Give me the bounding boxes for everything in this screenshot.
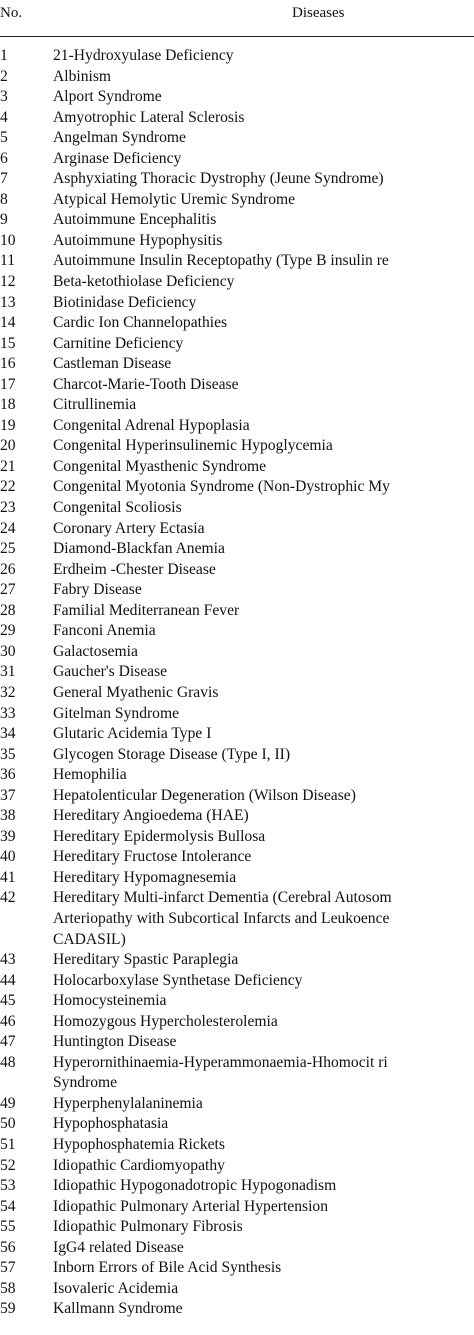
row-number: 46 [0, 1012, 16, 1030]
table-row [0, 806, 474, 827]
table-row [0, 313, 474, 334]
table-row [0, 375, 474, 396]
row-number: 48 [0, 1053, 16, 1071]
table-row [0, 1156, 474, 1177]
disease-name: Homocysteinemia [53, 992, 167, 1010]
table-row [0, 67, 474, 88]
table-row [0, 888, 474, 909]
table-row [0, 416, 474, 437]
table-row [0, 190, 474, 211]
table-row [0, 210, 474, 231]
disease-name: Charcot-Marie-Tooth Disease [53, 375, 239, 393]
table-row [0, 683, 474, 704]
disease-name: Congenital Myotonia Syndrome (Non-Dystrophic My [53, 478, 390, 496]
table-row [0, 601, 474, 622]
row-number: 18 [0, 396, 16, 414]
disease-name: IgG4 related Disease [53, 1238, 184, 1256]
table-row [0, 1032, 474, 1053]
row-number: 35 [0, 745, 16, 763]
row-number: 51 [0, 1135, 16, 1153]
table-row [0, 868, 474, 889]
row-number: 54 [0, 1197, 16, 1215]
disease-name: Beta-ketothiolase Deficiency [53, 273, 235, 291]
table-row [0, 950, 474, 971]
row-number: 55 [0, 1218, 16, 1236]
disease-name: Castleman Disease [53, 355, 172, 373]
table-row [0, 642, 474, 663]
row-number: 33 [0, 704, 16, 722]
row-number: 19 [0, 416, 16, 434]
row-number: 23 [0, 499, 16, 517]
row-number: 31 [0, 663, 16, 681]
disease-name: Angelman Syndrome [53, 129, 186, 147]
row-number: 10 [0, 231, 16, 249]
row-number: 1 [0, 47, 8, 64]
table-row [0, 1053, 474, 1074]
table-row [0, 786, 474, 807]
row-number: 7 [0, 170, 8, 188]
disease-name: Familial Mediterranean Fever [53, 601, 240, 619]
row-number: 39 [0, 827, 16, 845]
table-row [0, 827, 474, 848]
disease-name: Hereditary Angioedema (HAE) [53, 807, 249, 825]
disease-name: Amyotrophic Lateral Sclerosis [53, 108, 245, 126]
row-number: 15 [0, 334, 16, 352]
disease-name: Arginase Deficiency [53, 149, 182, 167]
table-row [0, 724, 474, 745]
disease-name: Homozygous Hypercholesterolemia [53, 1012, 278, 1030]
row-number: 58 [0, 1279, 16, 1297]
row-number: 20 [0, 437, 16, 455]
disease-name: CADASIL) [53, 930, 126, 948]
table-row [0, 46, 474, 67]
row-number: 32 [0, 683, 16, 701]
table-row [0, 745, 474, 766]
disease-name: Albinism [53, 67, 112, 85]
table-row [0, 519, 474, 540]
row-number: 26 [0, 560, 16, 578]
row-number: 6 [0, 149, 8, 167]
table-row [0, 1197, 474, 1218]
disease-name: Diamond-Blackfan Anemia [53, 540, 225, 558]
table-row [0, 971, 474, 992]
table-row [0, 87, 474, 108]
disease-name: Cardic Ion Channelopathies [53, 314, 228, 332]
disease-name: Autoimmune Encephalitis [53, 211, 217, 229]
table-row [0, 1176, 474, 1197]
disease-name: Syndrome [53, 1074, 118, 1092]
table-row [0, 909, 474, 930]
disease-name: Glutaric Acidemia Type I [53, 725, 212, 743]
table-row [0, 621, 474, 642]
disease-name: Idiopathic Pulmonary Arterial Hypertension [53, 1197, 328, 1215]
disease-name: Autoimmune Hypophysitis [53, 231, 223, 249]
table-row [0, 1238, 474, 1259]
disease-name: Congenital Scoliosis [53, 499, 182, 517]
row-number: 52 [0, 1156, 16, 1174]
table-row [0, 251, 474, 272]
row-number [0, 930, 53, 951]
table-row [0, 662, 474, 683]
disease-name: Hereditary Epidermolysis Bullosa [53, 827, 266, 845]
disease-name: Inborn Errors of Bile Acid Synthesis [53, 1259, 282, 1277]
table-row [0, 128, 474, 149]
disease-name: Hyperornithinaemia-Hyperammonaemia-Hhomocit ri [53, 1053, 388, 1071]
row-number: 4 [0, 108, 8, 126]
column-header-diseases: Diseases [292, 5, 345, 21]
disease-name: Biotinidase Deficiency [53, 293, 197, 311]
table-row [0, 149, 474, 170]
row-number: 50 [0, 1115, 16, 1133]
row-number: 44 [0, 971, 16, 989]
table-row [0, 354, 474, 375]
row-number: 17 [0, 375, 16, 393]
row-number: 38 [0, 807, 16, 825]
table-row [0, 108, 474, 129]
row-number: 57 [0, 1259, 16, 1277]
disease-name: Citrullinemia [53, 396, 137, 414]
table-row [0, 231, 474, 252]
disease-name: Congenital Myasthenic Syndrome [53, 457, 267, 475]
disease-name: Asphyxiating Thoracic Dystrophy (Jeune Syndrome) [53, 170, 384, 188]
disease-name: Gaucher's Disease [53, 663, 168, 681]
table-row [0, 436, 474, 457]
table-row [0, 293, 474, 314]
row-number: 21 [0, 457, 16, 475]
table-row [0, 930, 474, 951]
disease-name: Hyperphenylalaninemia [53, 1094, 203, 1112]
disease-name: Erdheim -Chester Disease [53, 560, 216, 578]
row-number: 43 [0, 951, 16, 969]
table-row [0, 457, 474, 478]
row-number: 11 [0, 252, 16, 270]
disease-name: Fabry Disease [53, 581, 142, 599]
row-number: 9 [0, 211, 8, 229]
table-row [0, 704, 474, 725]
disease-name: Arteriopathy with Subcortical Infarcts and Leukoence [53, 909, 390, 927]
disease-name: Congenital Adrenal Hypoplasia [53, 416, 250, 434]
table-row [0, 1094, 474, 1115]
row-number [0, 909, 53, 930]
disease-name: Hypophosphatasia [53, 1115, 169, 1133]
table-row [0, 847, 474, 868]
table-row [0, 765, 474, 786]
row-number: 27 [0, 581, 16, 599]
table-row [0, 498, 474, 519]
disease-name: Holocarboxylase Synthetase Deficiency [53, 971, 303, 989]
column-header-no: No. [0, 5, 23, 21]
table-row [0, 334, 474, 355]
row-number: 5 [0, 129, 8, 147]
row-number: 41 [0, 868, 16, 886]
disease-name: Coronary Artery Ectasia [53, 519, 205, 537]
table-row [0, 560, 474, 581]
disease-name: Hereditary Hypomagnesemia [53, 868, 237, 886]
disease-name: Hepatolenticular Degeneration (Wilson Disease) [53, 786, 356, 804]
table-row [0, 1258, 474, 1279]
row-number: 42 [0, 889, 16, 907]
disease-name: Idiopathic Cardiomyopathy [53, 1156, 225, 1174]
disease-name: Atypical Hemolytic Uremic Syndrome [53, 190, 296, 208]
disease-name: Carnitine Deficiency [53, 334, 184, 352]
disease-name: Hereditary Multi-infarct Dementia (Cerebral Autosom [53, 889, 392, 907]
row-number: 2 [0, 67, 8, 85]
disease-name: Idiopathic Hypogonadotropic Hypogonadism [53, 1177, 337, 1195]
table-body [0, 46, 474, 1320]
row-number: 22 [0, 478, 16, 496]
table-row [0, 1299, 474, 1320]
table-header [0, 0, 474, 37]
table-row [0, 1012, 474, 1033]
table-row [0, 1217, 474, 1238]
row-number: 53 [0, 1177, 16, 1195]
disease-name: Hemophilia [53, 766, 127, 784]
row-number: 40 [0, 848, 16, 866]
table-row [0, 991, 474, 1012]
table-row [0, 1135, 474, 1156]
disease-name: Alport Syndrome [53, 88, 162, 106]
disease-name: Autoimmune Insulin Receptopathy (Type B insulin re [53, 252, 389, 270]
disease-name: Hereditary Fructose Intolerance [53, 848, 252, 866]
row-number: 30 [0, 642, 16, 660]
row-number: 24 [0, 519, 16, 537]
row-number: 34 [0, 725, 16, 743]
row-number: 49 [0, 1094, 16, 1112]
disease-name: Fanconi Anemia [53, 622, 156, 640]
table-row [0, 1114, 474, 1135]
disease-name: Congenital Hyperinsulinemic Hypoglycemia [53, 437, 333, 455]
disease-name: Hereditary Spastic Paraplegia [53, 951, 239, 969]
row-number: 14 [0, 314, 16, 332]
disease-name: 21-Hydroxyulase Deficiency [53, 47, 234, 64]
table-row [0, 395, 474, 416]
table-row [0, 477, 474, 498]
disease-name: Gitelman Syndrome [53, 704, 180, 722]
row-number: 13 [0, 293, 16, 311]
disease-name: Hypophosphatemia Rickets [53, 1135, 225, 1153]
table-row [0, 539, 474, 560]
row-number [0, 1073, 53, 1094]
disease-name: Huntington Disease [53, 1033, 177, 1051]
table-row [0, 1073, 474, 1094]
table-row [0, 580, 474, 601]
table-row [0, 169, 474, 190]
row-number: 3 [0, 88, 8, 106]
disease-name: Isovaleric Acidemia [53, 1279, 179, 1297]
row-number: 29 [0, 622, 16, 640]
row-number: 8 [0, 190, 8, 208]
row-number: 37 [0, 786, 16, 804]
row-number: 45 [0, 992, 16, 1010]
row-number: 56 [0, 1238, 16, 1256]
row-number: 16 [0, 355, 16, 373]
row-number: 59 [0, 1300, 16, 1318]
row-number: 36 [0, 766, 16, 784]
disease-name: Idiopathic Pulmonary Fibrosis [53, 1218, 243, 1236]
disease-name: Kallmann Syndrome [53, 1300, 183, 1318]
row-number: 12 [0, 273, 16, 291]
disease-name: General Myathenic Gravis [53, 683, 219, 701]
disease-name: Galactosemia [53, 642, 138, 660]
table-row [0, 1279, 474, 1300]
row-number: 25 [0, 540, 16, 558]
row-number: 47 [0, 1033, 16, 1051]
disease-name: Glycogen Storage Disease (Type I, II) [53, 745, 291, 763]
table-row [0, 272, 474, 293]
row-number: 28 [0, 601, 16, 619]
